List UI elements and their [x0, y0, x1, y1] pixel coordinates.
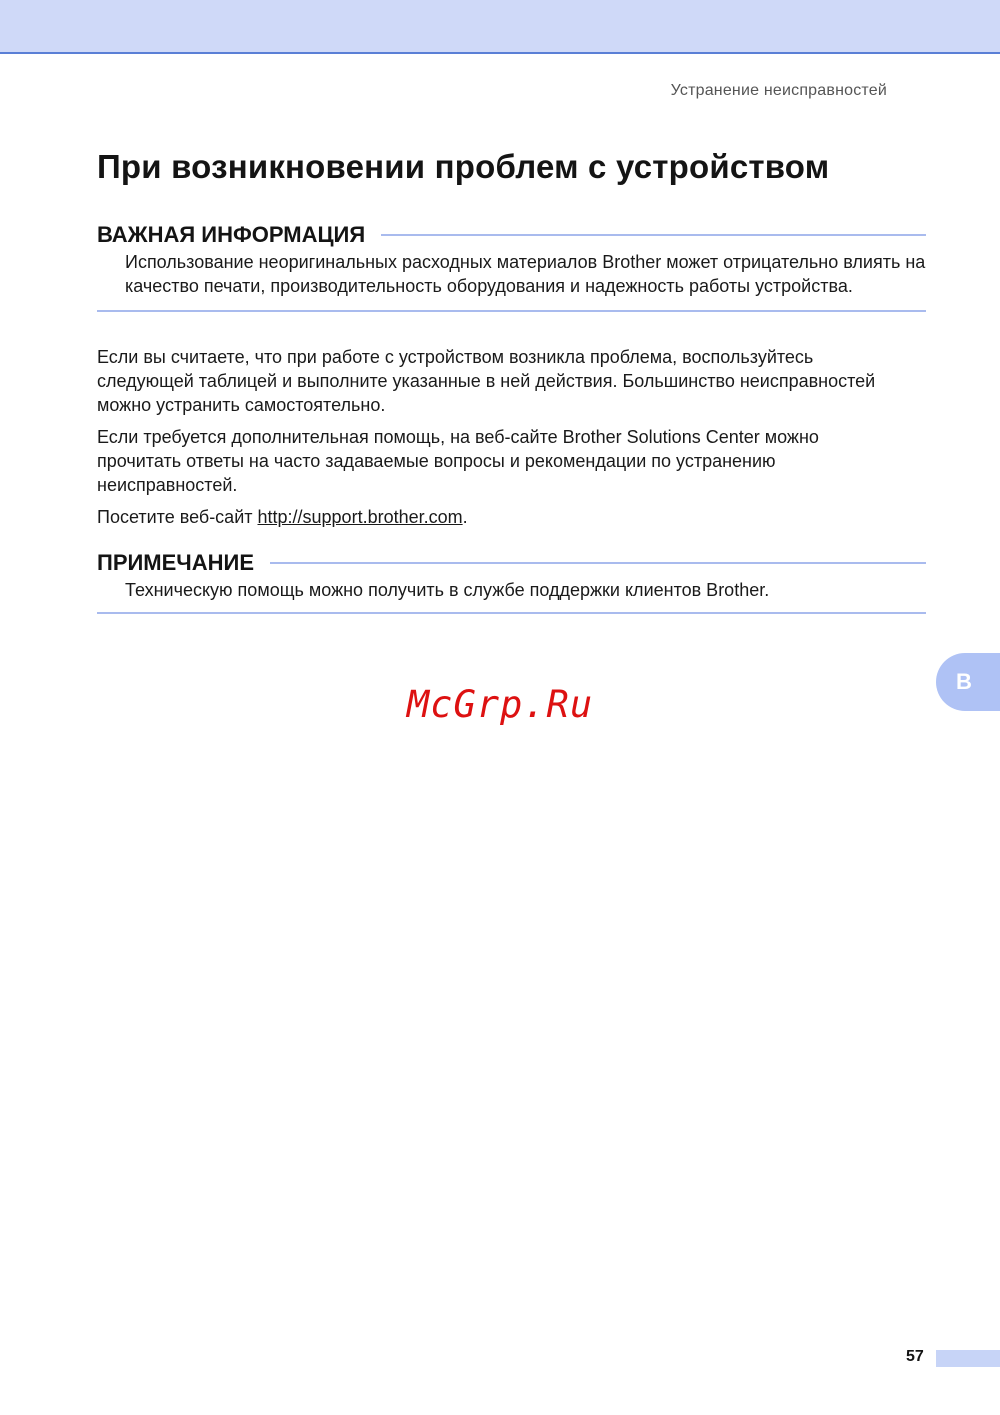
note-callout-header	[97, 550, 926, 576]
note-callout-label: ПРИМЕЧАНИЕ	[97, 550, 270, 576]
note-callout	[97, 550, 926, 614]
watermark: McGrp.Ru	[406, 683, 594, 726]
help-paragraph: Если требуется дополнительная помощь, на веб-сайте Brother Solutions Center можно прочитать ответы на часто задаваемые вопросы и рекомендации по устранению неисправностей.	[97, 427, 819, 495]
running-header: Устранение неисправностей	[670, 82, 887, 99]
callout-bottom-rule	[97, 612, 926, 614]
note-callout-text: Техническую помощь можно получить в службе поддержки клиентов Brother.	[125, 580, 770, 600]
visit-suffix: .	[462, 507, 468, 527]
page-number-bar	[936, 1350, 1000, 1367]
top-band	[0, 0, 1000, 54]
visit-paragraph	[97, 505, 907, 529]
page-title: При возникновении проблем с устройством	[97, 148, 830, 185]
page-number: 57	[906, 1348, 924, 1365]
important-callout	[97, 222, 926, 312]
chapter-tab[interactable]: B	[936, 653, 1000, 711]
important-callout-label: ВАЖНАЯ ИНФОРМАЦИЯ	[97, 222, 381, 248]
visit-prefix: Посетите веб-сайт	[97, 507, 258, 527]
support-link[interactable]: http://support.brother.com	[257, 507, 463, 527]
callout-bottom-rule	[97, 310, 926, 312]
intro-paragraph: Если вы считаете, что при работе с устройством возникла проблема, воспользуйтесь следующей таблицей и выполните указанные в ней действия. Большинство неисправностей можно устранить самостоятельно.	[97, 347, 876, 415]
important-callout-text: Использование неоригинальных расходных материалов Brother может отрицательно влиять на качество печати, производительность оборудования и надежность работы устройства.	[125, 252, 926, 296]
important-callout-header	[97, 222, 926, 248]
